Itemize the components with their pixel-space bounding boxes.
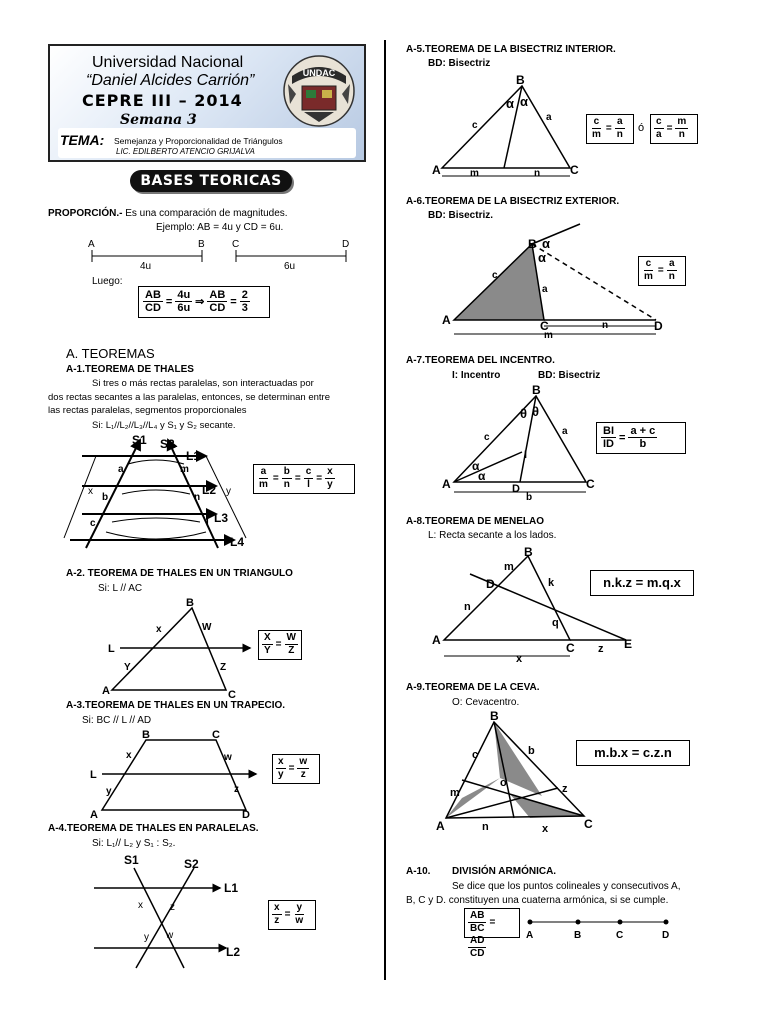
a9-formula: m.b.x = c.z.n (576, 740, 690, 766)
a6-a: A (442, 313, 451, 327)
a3-title: A-3.TEOREMA DE THALES EN UN TRAPECIO. (66, 700, 286, 711)
a1-m: m (180, 464, 189, 475)
f-3: 3 (241, 302, 248, 314)
a4-f-n1: x (274, 902, 280, 913)
a7-sub1: I: Incentro (452, 370, 501, 381)
author: LIC. EDILBERTO ATENCIO GRIJALVA (116, 147, 255, 156)
a6-c-side: c (492, 270, 498, 281)
a8-n: n (464, 601, 471, 613)
tema-text: Semejanza y Proporcionalidad de Triángulos (114, 136, 283, 146)
a1-b: b (102, 492, 109, 503)
a2-y: Y (124, 662, 131, 673)
f-4u: 4u (177, 289, 191, 301)
a8-c: C (566, 641, 575, 655)
a10-f-n1: AB (470, 910, 485, 921)
a10-f-d2: CD (470, 948, 485, 959)
a9-x: x (542, 823, 549, 835)
f-ab-2: AB (209, 289, 226, 301)
a1-a: a (118, 464, 124, 475)
a7-title: A-7.TEOREMA DEL INCENTRO. (406, 355, 555, 366)
proporcion-line (48, 208, 288, 220)
a5-c: C (570, 163, 579, 177)
a6-alpha1: α (542, 236, 550, 251)
a6-title: A-6.TEOREMA DE LA BISECTRIZ EXTERIOR. (406, 196, 620, 207)
a3-w: w (224, 752, 232, 763)
thales-figure (56, 434, 256, 552)
a3-x: x (126, 750, 132, 761)
a4-x: x (138, 900, 143, 911)
a5-alpha1: α (506, 96, 514, 111)
a9-title: A-9.TEOREMA DE LA CEVA. (406, 682, 540, 693)
a7-theta1: θ (520, 406, 528, 421)
a5-a: A (432, 163, 441, 177)
a10-pt-d: D (662, 930, 670, 941)
a2-l: L (108, 643, 115, 655)
a2-f-d1: Y (264, 645, 271, 656)
a7-figure (440, 382, 600, 502)
a8-q: q (552, 617, 559, 629)
a6-c: C (540, 319, 549, 333)
a3-l: L (90, 769, 97, 781)
a1-text1: Si tres o más rectas paralelas, son interactuadas por (92, 378, 314, 389)
a9-a: A (436, 819, 445, 833)
a1-f-d2: n (283, 479, 290, 490)
a10-text1: Se dice que los puntos colineales y consecutivos A, (452, 881, 681, 892)
a5-title: A-5.TEOREMA DE LA BISECTRIZ INTERIOR. (406, 44, 616, 55)
a7-alpha2: α (478, 469, 486, 483)
a4-formula: $\frac{x}{z}$ = $\frac{y}{w}$ (268, 900, 316, 930)
a9-o: o (500, 777, 507, 789)
a2-figure (100, 596, 250, 700)
a3-formula: $\frac{x}{y}$ = $\frac{w}{z}$ (272, 754, 320, 784)
f-cd: CD (145, 302, 161, 314)
seg-len-2: 6u (284, 261, 296, 272)
a1-x: x (88, 486, 93, 497)
a7-theta2: θ (532, 404, 540, 419)
a5-formula-1: $\frac{c}{m}$ = $\frac{a}{n}$ (586, 114, 634, 144)
a6-f-n2: a (669, 258, 675, 269)
a9-b-side: b (528, 745, 535, 757)
a2-c: C (228, 689, 236, 701)
a5-n: n (534, 168, 541, 179)
a1-f-d4: y (327, 479, 333, 490)
a10-pt-a: A (526, 930, 534, 941)
a5-formula-2: $\frac{c}{a}$ = $\frac{m}{n}$ (650, 114, 698, 144)
section-title: BASES TEORICAS (130, 170, 292, 192)
a3-condition: Si: BC // L // AD (82, 715, 152, 726)
a2-f-d2: Z (288, 645, 295, 656)
a1-text3: las rectas paralelas, segmentos proporcionales (48, 405, 247, 416)
university-line1: Universidad Nacional (92, 54, 244, 71)
a1-l: l (206, 518, 209, 529)
a5-or: ó (638, 122, 645, 134)
a4-z: z (170, 902, 175, 913)
a3-c: C (212, 729, 220, 741)
seg-len-1: 4u (140, 261, 152, 272)
a7-d: D (512, 483, 520, 495)
a5-m: m (470, 168, 479, 179)
a10-f-d1: BC (470, 923, 485, 934)
a5-figure (432, 72, 582, 180)
a5-f-d4: n (678, 129, 685, 140)
a1-f-n4: x (327, 466, 333, 477)
a8-x: x (516, 653, 523, 665)
a5-a-side: a (546, 112, 552, 123)
a10-pt-c: C (616, 930, 624, 941)
a7-formula: $\frac{BI}{ID}$ = $\frac{a + c}{b}$ (596, 422, 686, 454)
a4-s1: S1 (124, 853, 139, 867)
a1-f-d1: m (259, 479, 268, 490)
a10-text2: B, C y D. constituyen una cuaterna armónica, si se cumple. (406, 895, 669, 906)
a9-figure (434, 708, 604, 836)
column-divider (384, 40, 386, 980)
a1-l4: L4 (230, 535, 245, 549)
week-title: Semana 3 (120, 112, 197, 128)
a3-d: D (242, 809, 250, 821)
a6-n: n (602, 320, 609, 331)
luego-label: Luego: (92, 276, 123, 287)
a9-b: B (490, 709, 499, 723)
a2-b: B (186, 597, 194, 609)
a1-formula: $\frac{a}{m}$ = $\frac{b}{n}$ = $\frac{c}{l}$ = $\frac{x}{y}$ (253, 464, 355, 494)
a4-figure (88, 852, 258, 970)
a8-b: B (524, 545, 533, 559)
a5-f-d3: a (656, 129, 662, 140)
a8-z: z (598, 643, 604, 655)
a7-f-d2: b (639, 438, 647, 450)
a2-w: W (202, 622, 212, 633)
a3-figure (88, 726, 258, 820)
a8-d: D (486, 577, 495, 591)
segments-figure (84, 236, 354, 272)
a1-l3: L3 (214, 511, 229, 525)
a3-f-n2: w (299, 756, 308, 767)
proporcion-text: Es una comparación de magnitudes. (125, 208, 288, 219)
a9-sub: O: Cevacentro. (452, 697, 520, 708)
a10-figure (522, 912, 682, 940)
a10-title: DIVISIÓN ARMÓNICA. (452, 866, 557, 877)
a2-condition: Si: L // AC (98, 583, 143, 594)
a2-a: A (102, 685, 110, 697)
a7-b: B (532, 383, 541, 397)
a3-f-n1: x (278, 756, 284, 767)
a3-f-d1: y (278, 769, 284, 780)
a1-f-n3: c (305, 466, 312, 477)
a10-num: A-10. (406, 866, 431, 877)
a7-c-side: c (484, 432, 490, 443)
a1-f-d3: l (307, 479, 310, 490)
proporcion-label: PROPORCIÓN.- (48, 208, 123, 219)
a4-l2: L2 (226, 945, 241, 959)
a8-title: A-8.TEOREMA DE MENELAO (406, 516, 544, 527)
a2-title: A-2. TEOREMA DE THALES EN UN TRIANGULO (66, 568, 293, 579)
a9-c: C (584, 817, 593, 831)
proporcion-example: Ejemplo: AB = 4u y CD = 6u. (156, 222, 284, 233)
a8-formula: n.k.z = m.q.x (590, 570, 694, 596)
a9-n: n (482, 821, 489, 833)
a5-f-n2: a (617, 116, 623, 127)
a2-formula: $\frac{X}{Y}$ = $\frac{W}{Z}$ (258, 630, 302, 660)
a9-z: z (562, 783, 568, 795)
a8-e: E (624, 637, 633, 651)
a5-b: B (516, 73, 525, 87)
a1-y: y (226, 486, 231, 497)
university-logo (282, 54, 356, 128)
a1-title: A-1.TEOREMA DE THALES (66, 364, 194, 375)
a10-pt-b: B (574, 930, 582, 941)
seg-label-b: B (198, 239, 205, 250)
a1-l1: L1 (186, 449, 201, 463)
a8-m: m (504, 561, 514, 573)
a4-y: y (144, 932, 149, 943)
a2-x: x (156, 624, 162, 635)
a7-alpha1: α (472, 459, 480, 473)
a6-formula: $\frac{c}{m}$ = $\frac{a}{n}$ (638, 256, 686, 286)
a7-f-d1: ID (603, 438, 614, 450)
header-banner (48, 44, 366, 162)
a6-b: B (528, 237, 537, 251)
a3-f-d2: z (300, 769, 306, 780)
a5-alpha2: α (520, 94, 528, 109)
a4-title: A-4.TEOREMA DE THALES EN PARALELAS. (48, 823, 259, 834)
proporcion-formula: $\frac{AB}{CD}$ = $\frac{4u}{6u}$ ⇒ $\frac{AB}{CD}$ = $\frac{2}{3}$ (138, 286, 270, 318)
f-2: 2 (241, 289, 248, 301)
a9-m: m (450, 787, 460, 799)
a10-formula: $\frac{AB}{BC}$ = $\frac{AD}{CD}$ (464, 908, 520, 938)
a3-a: A (90, 809, 98, 821)
a1-n: n (194, 492, 201, 503)
a8-figure (430, 544, 640, 666)
a1-s2: S2 (160, 437, 175, 451)
a4-l1: L1 (224, 881, 239, 895)
a6-d: D (654, 319, 663, 333)
a7-f-n2: a + c (630, 425, 656, 437)
a4-f-n2: y (296, 902, 303, 913)
seg-label-d: D (342, 239, 350, 250)
f-6u: 6u (177, 302, 191, 314)
a5-f-n4: m (677, 116, 687, 127)
a1-f-n1: a (260, 466, 267, 477)
university-line2: “Daniel Alcides Carrión” (86, 72, 255, 89)
logo-text: UNDAC (302, 68, 336, 78)
seg-label-a: A (88, 239, 95, 250)
tema-label: TEMA: (60, 132, 105, 148)
a7-a: A (442, 477, 451, 491)
a4-condition: Si: L₁// L₂ y S₁ : S₂. (92, 838, 176, 849)
a1-f-n2: b (283, 466, 290, 477)
a6-f-d1: m (644, 271, 653, 282)
a8-a: A (432, 633, 441, 647)
a1-s1: S1 (132, 433, 147, 447)
a3-y: y (106, 786, 112, 797)
teoremas-heading: A. TEOREMAS (66, 346, 155, 361)
a3-b: B (142, 729, 150, 741)
a1-condition: Si: L₁//L₂//L₃//L₄ y S₁ y S₂ secante. (92, 420, 236, 431)
f-cd-2: CD (209, 302, 226, 314)
a8-k: k (548, 577, 555, 589)
a6-m: m (544, 330, 553, 341)
a5-sub: BD: Bisectriz (428, 58, 491, 69)
a7-b-side: b (526, 492, 533, 503)
a5-f-n1: c (593, 116, 600, 127)
a6-f-d2: n (668, 271, 675, 282)
a5-f-d2: n (616, 129, 623, 140)
a6-a-side: a (542, 284, 548, 295)
a4-f-d1: z (274, 915, 280, 926)
seg-label-c: C (232, 239, 240, 250)
a6-alpha2: α (538, 250, 546, 265)
a4-s2: S2 (184, 857, 199, 871)
a1-text2: dos rectas secantes a las paralelas, entonces, se determinan entre (48, 392, 330, 403)
cepre-title: CEPRE III – 2014 (82, 91, 243, 110)
a9-c-side: c (472, 749, 479, 761)
a4-w: w (166, 930, 174, 941)
a5-c-side: c (472, 120, 478, 131)
a5-f-n3: c (656, 116, 662, 127)
a3-z: z (234, 784, 239, 795)
a7-a-side: a (562, 426, 568, 437)
a2-f-n1: X (264, 632, 271, 643)
a2-f-n2: W (286, 632, 296, 643)
a7-i: I (524, 449, 528, 461)
a7-c: C (586, 477, 595, 491)
a1-l2: L2 (202, 483, 217, 497)
f-ab: AB (145, 289, 161, 301)
a5-f-d1: m (592, 129, 601, 140)
a6-f-n1: c (645, 258, 652, 269)
a8-sub: L: Recta secante a los lados. (428, 530, 557, 541)
a6-sub: BD: Bisectriz. (428, 210, 494, 221)
a10-f-n2: AD (470, 935, 485, 946)
a4-f-d2: w (295, 915, 304, 926)
a1-c: c (90, 518, 96, 529)
a2-z: Z (220, 662, 227, 673)
a7-f-n1: BI (603, 425, 614, 437)
a7-sub2: BD: Bisectriz (538, 370, 601, 381)
